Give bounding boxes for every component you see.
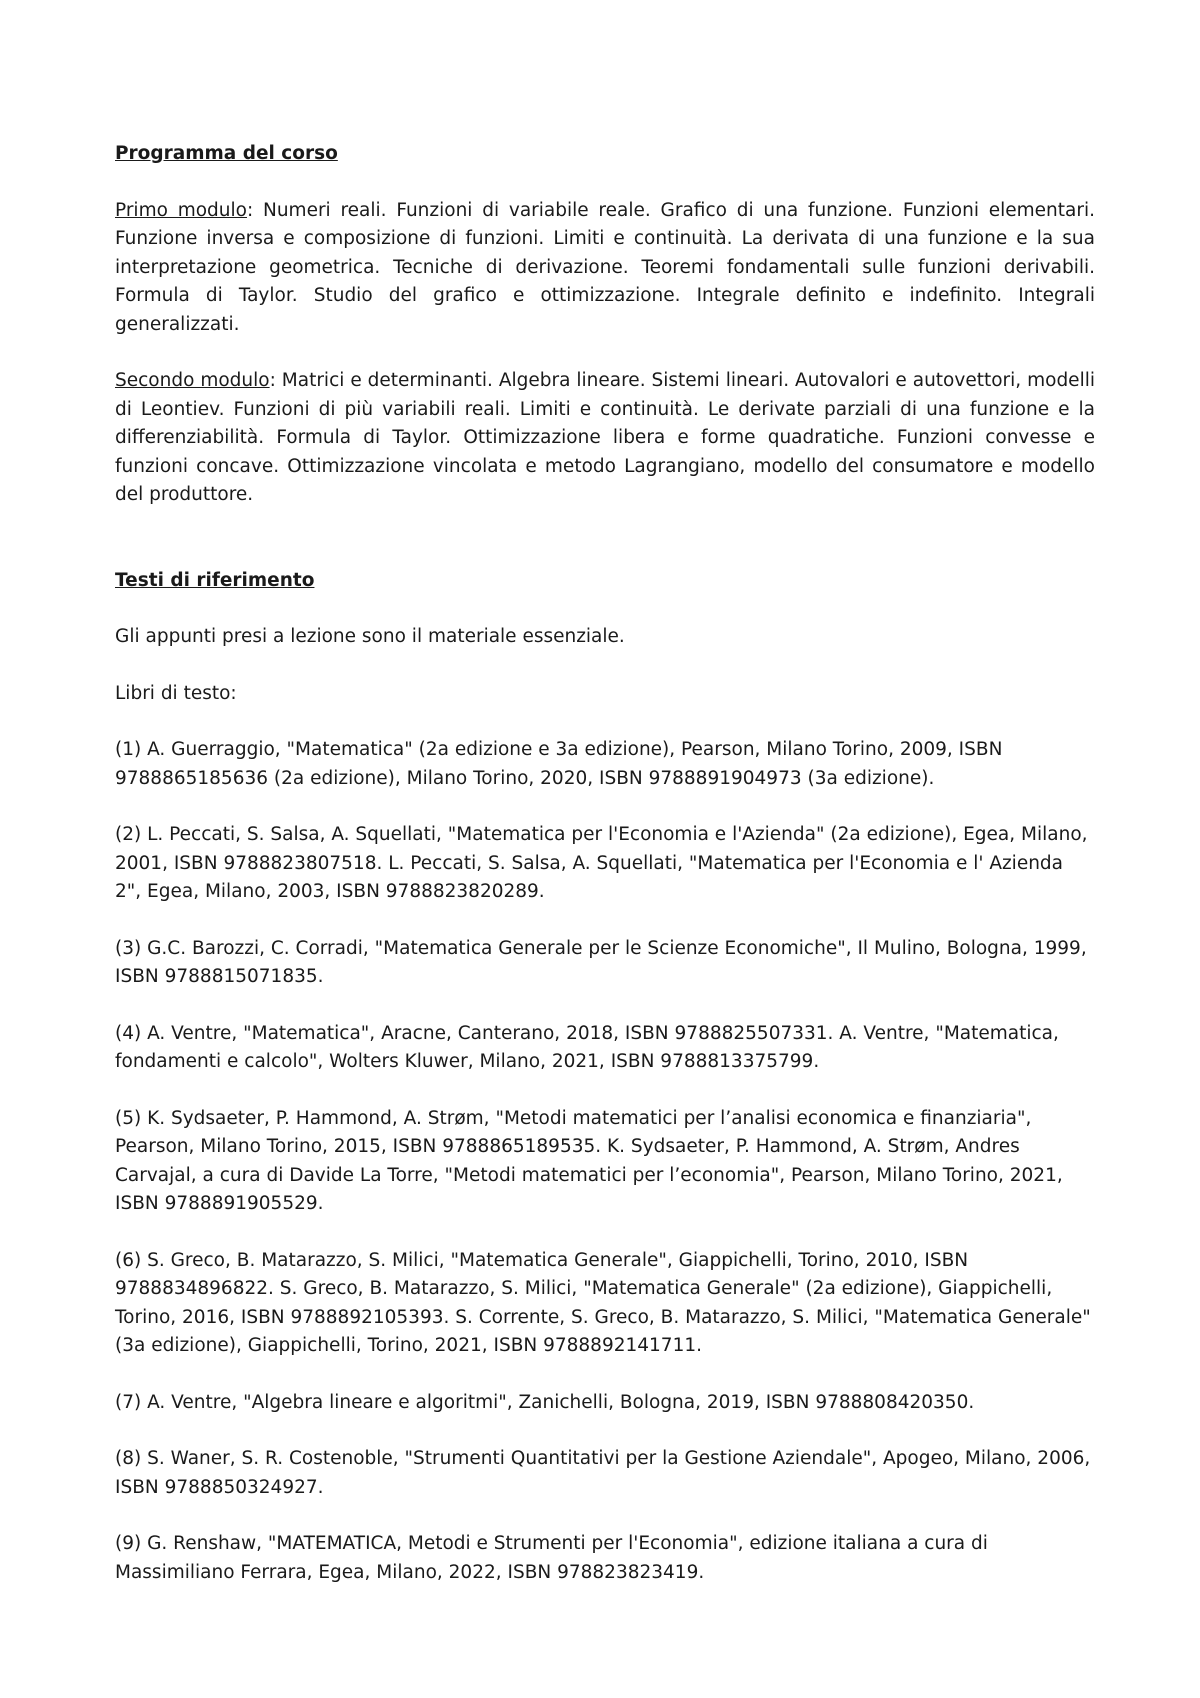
reference-item: (9) G. Renshaw, "MATEMATICA, Metodi e Strumenti per l'Economia", edizione italiana a cura di Massimiliano Ferrara, Egea, Milano, 2022, ISBN 978823823419. xyxy=(115,1533,988,1583)
text-primo-modulo: : Numeri reali. Funzioni di variabile reale. Grafico di una funzione. Funzioni elementari. Funzione inversa e composizione di funzioni. Limiti e continuità. La derivata di una funzione e la sua interpretazione geometrica. Tecniche di derivazione. Teoremi fondamentali sulle funzioni derivabili. Formula di Taylor. Studio del grafico e ottimizzazione. Integrale definito e indefinito. Integrali generalizzati. xyxy=(115,199,1095,335)
intro-text: Gli appunti presi a lezione sono il materiale essenziale. xyxy=(115,626,625,647)
section-title-programma: Programma del corso xyxy=(115,143,338,164)
reference-item: (2) L. Peccati, S. Salsa, A. Squellati, "Matematica per l'Economia e l'Azienda" (2a edizione), Egea, Milano, 2001, ISBN 9788823807518. L. Peccati, S. Salsa, A. Squellati, "Matematica per l'Economia e l' Azienda 2", Egea, Milano, 2003, ISBN 9788823820289. xyxy=(115,824,1088,902)
label-primo-modulo: Primo modulo xyxy=(115,199,247,221)
reference-item: (3) G.C. Barozzi, C. Corradi, "Matematica Generale per le Scienze Economiche", Il Mulino, Bologna, 1999, ISBN 9788815071835. xyxy=(115,937,1087,987)
paragraph-secondo-modulo xyxy=(115,367,1095,510)
books-label: Libri di testo: xyxy=(115,682,237,704)
reference-item: (1) A. Guerraggio, "Matematica" (2a edizione e 3a edizione), Pearson, Milano Torino, 2009, ISBN 9788865185636 (2a edizione), Milano Torino, 2020, ISBN 9788891904973 (3a edizione). xyxy=(115,739,1003,789)
reference-item: (8) S. Waner, S. R. Costenoble, "Strumenti Quantitativi per la Gestione Aziendale", Apogeo, Milano, 2006, ISBN 9788850324927. xyxy=(115,1448,1091,1498)
paragraph-primo-modulo xyxy=(115,197,1095,340)
document-page xyxy=(115,140,1095,1587)
text-secondo-modulo: : Matrici e determinanti. Algebra lineare. Sistemi lineari. Autovalori e autovettori, modelli di Leontiev. Funzioni di più variabili reali. Limiti e continuità. Le derivate parziali di una funzione e la differenziabilità. Formula di Taylor. Ottimizzazione libera e forme quadratiche. Funzioni convesse e funzioni concave. Ottimizzazione vincolata e metodo Lagrangiano, modello del consumatore e modello del produttore. xyxy=(115,370,1095,505)
reference-item: (4) A. Ventre, "Matematica", Aracne, Canterano, 2018, ISBN 9788825507331. A. Ventre, "Matematica, fondamenti e calcolo", Wolters Kluwer, Milano, 2021, ISBN 9788813375799. xyxy=(115,1022,1059,1072)
reference-item: (7) A. Ventre, "Algebra lineare e algoritmi", Zanichelli, Bologna, 2019, ISBN 9788808420350. xyxy=(115,1391,975,1413)
reference-item: (6) S. Greco, B. Matarazzo, S. Milici, "Matematica Generale", Giappichelli, Torino, 2010, ISBN 9788834896822. S. Greco, B. Matarazzo, S. Milici, "Matematica Generale" (2a edizione), Giappichelli, Torino, 2016, ISBN 9788892105393. S. Corrente, S. Greco, B. Matarazzo, S. Milici, "Matematica Generale" (3a edizione), Giappichelli, Torino, 2021, ISBN 9788892141711. xyxy=(115,1249,1091,1356)
reference-item: (5) K. Sydsaeter, P. Hammond, A. Strøm, "Metodi matematici per l’analisi economica e finanziaria", Pearson, Milano Torino, 2015, ISBN 9788865189535. K. Sydsaeter, P. Hammond, A. Strøm, Andres Carvajal, a cura di Davide La Torre, "Metodi matematici per l’economia", Pearson, Milano Torino, 2021, ISBN 9788891905529. xyxy=(115,1107,1063,1214)
section-title-testi: Testi di riferimento xyxy=(115,569,315,591)
label-secondo-modulo: Secondo modulo xyxy=(115,370,270,391)
